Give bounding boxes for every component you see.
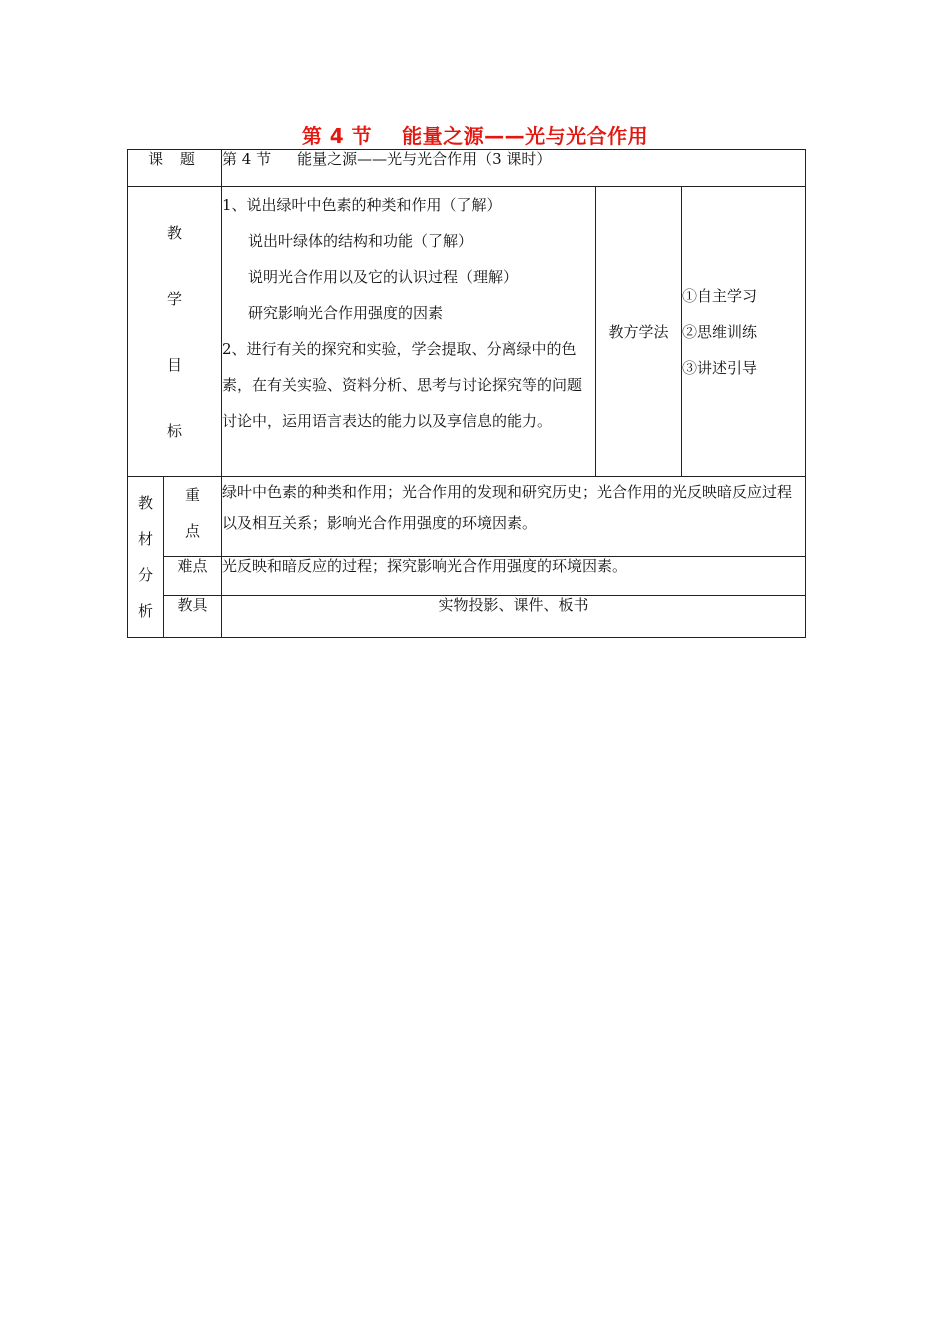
analysis-label: [128, 477, 164, 638]
method-item: ③讲述引导: [682, 358, 758, 377]
goal-item: 研究影响光合作用强度的因素: [248, 304, 444, 322]
goals-cell: [222, 187, 596, 477]
method-label: 教方学法: [596, 187, 682, 477]
document-title: [0, 120, 950, 149]
difficulty-label: 难点: [164, 557, 222, 596]
subject-label: 课 题: [128, 150, 222, 187]
method-item: ②思维训练: [682, 322, 758, 341]
lesson-plan-table: [127, 149, 806, 638]
goal-item: 2、进行有关的探究和实验，学会提取、分离绿中的色素，在有关实验、资料分析、思考与讨论探究等的问题讨论中，运用语言表达的能力以及享信息的能力。: [222, 340, 583, 430]
goal-item: 说出叶绿体的结构和功能（了解）: [248, 232, 474, 250]
goals-label-line-1: 教 学: [166, 223, 202, 308]
subject-text: 能量之源——光与光合作用（3 课时）: [297, 150, 552, 168]
analysis-label-char: 教: [137, 494, 153, 512]
subject-row: [128, 150, 806, 187]
analysis-label-char: 析: [137, 602, 153, 620]
tools-row: [128, 596, 806, 638]
goal-item: 说明光合作用以及它的认识过程（理解）: [248, 268, 519, 286]
subject-section: 第 4 节: [222, 150, 272, 168]
title-section: 第 4 节: [301, 124, 373, 148]
tools-label: 教具: [164, 596, 222, 638]
method-list: [682, 187, 806, 477]
analysis-label-char: 分: [137, 566, 153, 584]
subject-cell: [222, 150, 806, 187]
difficulty-row: [128, 557, 806, 596]
title-topic: 能量之源——光与光合作用: [402, 124, 649, 148]
analysis-label-char: 材: [137, 530, 153, 548]
goals-label: [128, 187, 222, 477]
goals-row: [128, 187, 806, 477]
key-points-row: [128, 477, 806, 557]
method-item: ①自主学习: [682, 286, 758, 305]
difficulty-text: 光反映和暗反应的过程；探究影响光合作用强度的环境因素。: [222, 557, 806, 596]
key-points-label: 重 点: [164, 477, 222, 557]
goals-label-line-2: 目 标: [166, 355, 202, 440]
goal-item: 1、说出绿叶中色素的种类和作用（了解）: [222, 196, 502, 214]
key-points-text: 绿叶中色素的种类和作用；光合作用的发现和研究历史；光合作用的光反映暗反应过程以及相互关系；影响光合作用强度的环境因素。: [222, 477, 806, 557]
tools-text: 实物投影、课件、板书: [222, 596, 806, 638]
